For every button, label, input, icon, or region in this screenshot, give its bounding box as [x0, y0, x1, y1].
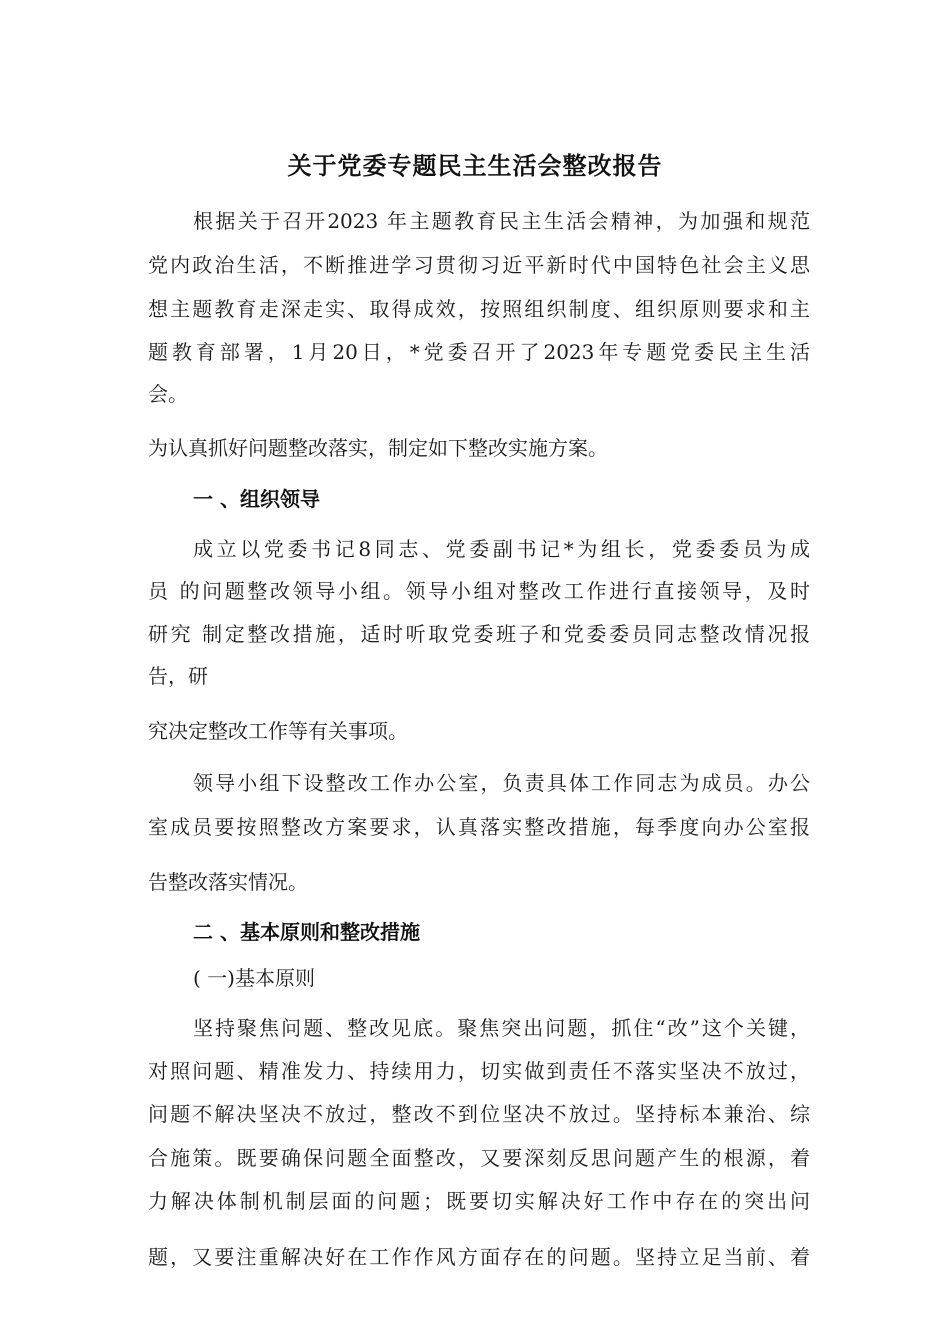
paragraph-line: 力解决体制机制层面的问题；既要切实解决好工作中存在的突出问 — [148, 1189, 810, 1213]
paragraph-line: 室成员要按照整改方案要求，认真落实整改措施，每季度向办公室报 — [148, 815, 810, 839]
section-heading: 一 、组织领导 — [193, 487, 320, 511]
document-title: 关于党委专题民主生活会整改报告 — [287, 152, 663, 180]
paragraph-line: 成立以党委书记8同志、党委副书记*为组长，党委委员为成 — [193, 537, 810, 561]
paragraph-line: 坚持聚焦问题、整改见底。聚焦突出问题，抓住“改”这个关键， — [193, 1016, 810, 1040]
paragraph-line: 合施策。既要确保问题全面整改，又要深刻反思问题产生的根源，着 — [148, 1146, 810, 1170]
paragraph-line: 党内政治生活，不断推进学习贯彻习近平新时代中国特色社会主义思 — [148, 253, 810, 277]
paragraph-line: 领导小组下设整改工作办公室，负责具体工作同志为成员。办公 — [193, 771, 810, 795]
section-heading: 二 、基本原则和整改措施 — [193, 920, 420, 944]
paragraph-line: 告，研 — [148, 664, 208, 688]
subsection-heading: ( 一)基本原则 — [193, 966, 315, 990]
paragraph-line: 会。 — [148, 382, 188, 406]
paragraph-line: 问题不解决坚决不放过，整改不到位坚决不放过。坚持标本兼治、综 — [148, 1102, 810, 1126]
paragraph-line: 究决定整改工作等有关事项。 — [148, 719, 408, 743]
paragraph-line: 告整改落实情况。 — [148, 870, 308, 894]
paragraph-line: 员 的问题整改领导小组。领导小组对整改工作进行直接领导，及时 — [148, 579, 810, 603]
paragraph-line: 根据关于召开2023 年主题教育民主生活会精神，为加强和规范 — [193, 209, 810, 233]
paragraph-line: 题，又要注重解决好在工作作风方面存在的问题。坚持立足当前、着 — [148, 1245, 810, 1269]
paragraph-line: 想主题教育走深走实、取得成效，按照组织制度、组织原则要求和主 — [148, 297, 810, 321]
paragraph-line: 题教育部署，1月20日，*党委召开了2023年专题党委民主生活 — [148, 340, 810, 364]
paragraph-line: 为认真抓好问题整改落实，制定如下整改实施方案。 — [148, 436, 608, 460]
paragraph-line: 对照问题、精准发力、持续用力，切实做到责任不落实坚决不放过， — [148, 1059, 810, 1083]
paragraph-line: 研究 制定整改措施，适时听取党委班子和党委委员同志整改情况报 — [148, 622, 810, 646]
